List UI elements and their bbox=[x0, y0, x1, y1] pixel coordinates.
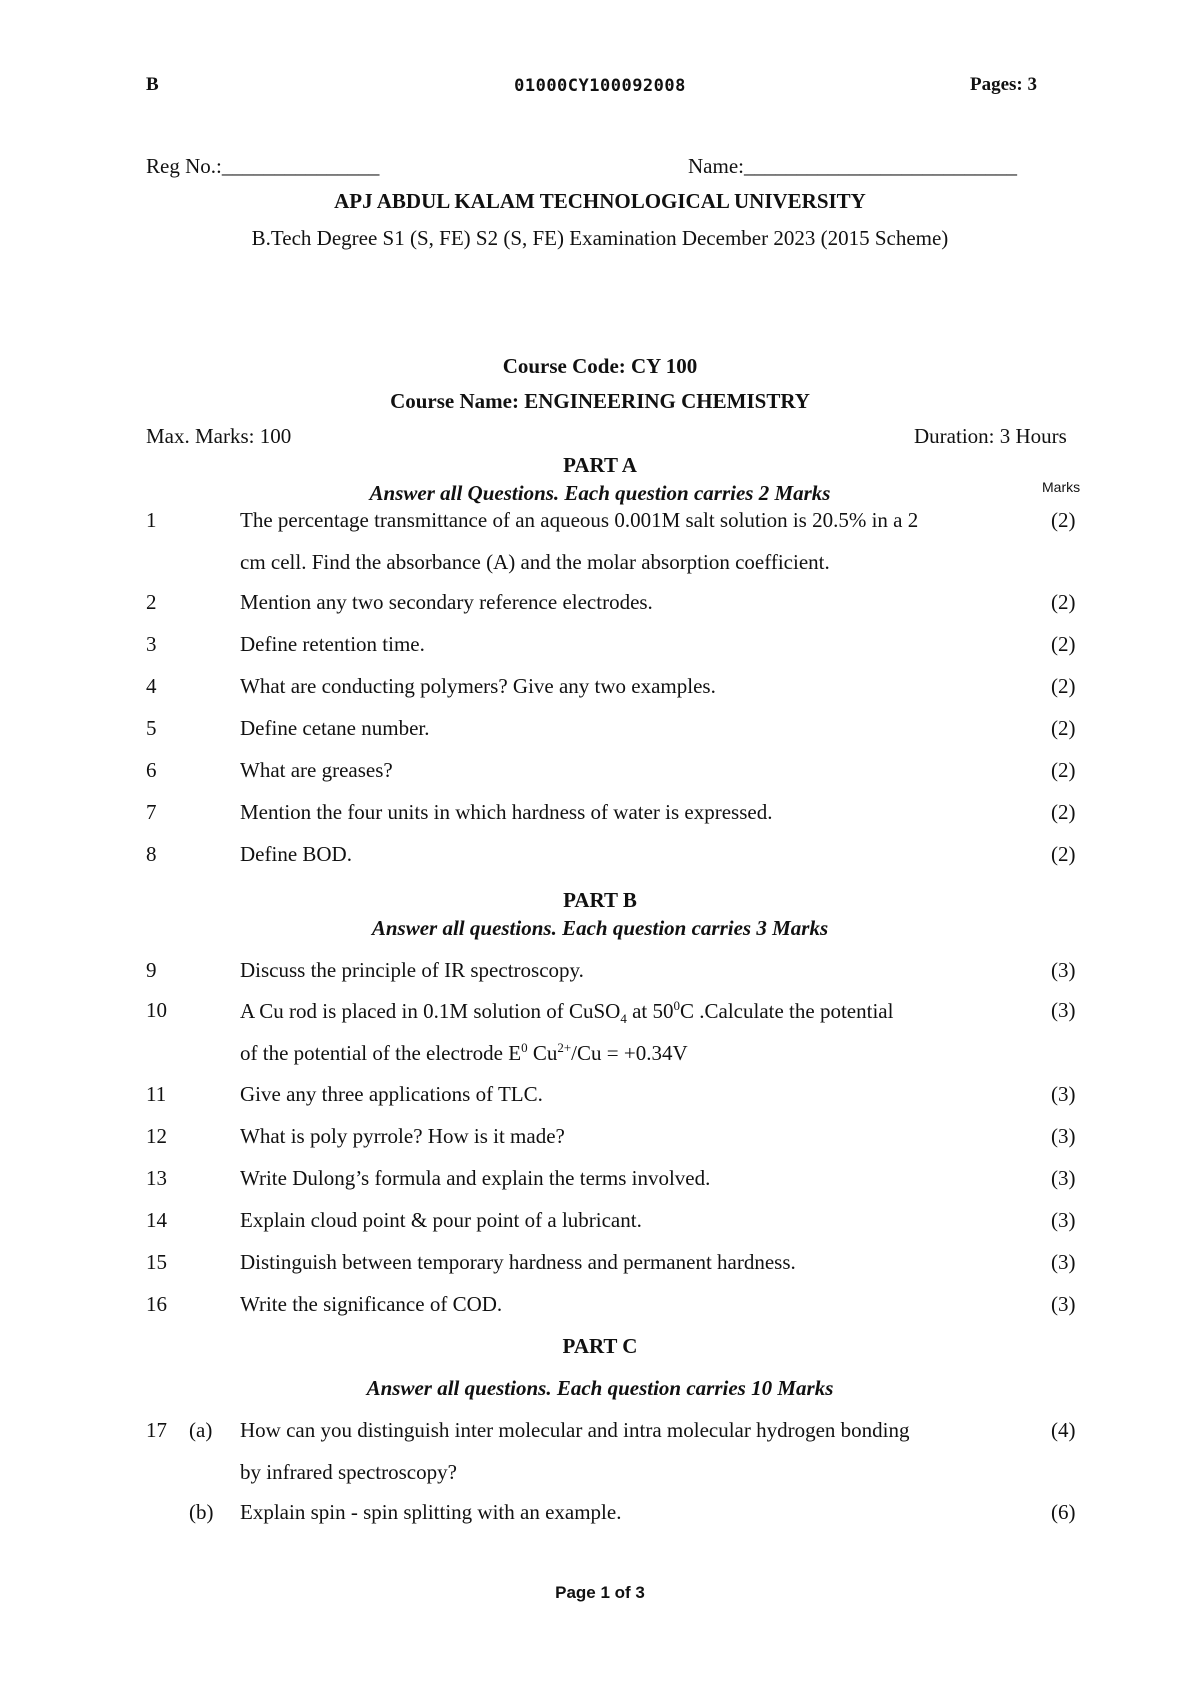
question-row-continued bbox=[0, 550, 1200, 580]
question-marks: (2) bbox=[1051, 842, 1076, 866]
question-marks: (3) bbox=[1051, 1166, 1076, 1190]
question-text: Give any three applications of TLC. bbox=[240, 1082, 543, 1106]
question-text-segment: C .Calculate the potential bbox=[680, 999, 894, 1023]
question-number: 3 bbox=[146, 632, 157, 656]
subquestion-label: (a) bbox=[189, 1418, 213, 1442]
duration: Duration: 3 Hours bbox=[914, 424, 1067, 448]
question-row bbox=[0, 958, 1200, 988]
question-row bbox=[0, 800, 1200, 830]
question-marks: (3) bbox=[1051, 958, 1076, 982]
question-text: What are greases? bbox=[240, 758, 393, 782]
question-number: 5 bbox=[146, 716, 157, 740]
part-a-instruction: Answer all Questions. Each question carries 2 Marks bbox=[369, 481, 831, 505]
question-marks: (3) bbox=[1051, 1124, 1076, 1148]
question-text: Define cetane number. bbox=[240, 716, 430, 740]
question-number: 16 bbox=[146, 1292, 167, 1316]
question-text-segment: at 50 bbox=[626, 999, 674, 1023]
question-marks: (3) bbox=[1051, 1292, 1076, 1316]
question-row-continued bbox=[0, 1460, 1200, 1490]
question-row bbox=[0, 590, 1200, 620]
question-number: 12 bbox=[146, 1124, 167, 1148]
question-number: 4 bbox=[146, 674, 157, 698]
question-number: 1 bbox=[146, 508, 157, 532]
question-row bbox=[0, 1166, 1200, 1196]
question-number: 15 bbox=[146, 1250, 167, 1274]
question-number: 10 bbox=[146, 998, 167, 1022]
question-row bbox=[0, 758, 1200, 788]
question-row bbox=[0, 716, 1200, 746]
question-number: 11 bbox=[146, 1082, 167, 1106]
question-row bbox=[0, 1292, 1200, 1322]
question-text: cm cell. Find the absorbance (A) and the molar absorption coefficient. bbox=[240, 550, 830, 574]
question-row bbox=[0, 632, 1200, 662]
page-count: Pages: 3 bbox=[970, 74, 1038, 95]
reg-no-field: Reg No.:_______________ bbox=[146, 154, 380, 178]
paper-set-letter: B bbox=[146, 74, 159, 95]
question-row bbox=[0, 1208, 1200, 1238]
question-row bbox=[0, 674, 1200, 704]
question-marks: (6) bbox=[1051, 1500, 1076, 1524]
question-text: What are conducting polymers? Give any two examples. bbox=[240, 674, 716, 698]
question-marks: (2) bbox=[1051, 632, 1076, 656]
superscript: 0 bbox=[521, 1040, 528, 1055]
question-marks: (2) bbox=[1051, 674, 1076, 698]
question-number: 14 bbox=[146, 1208, 167, 1232]
question-text: Define retention time. bbox=[240, 632, 425, 656]
marks-column-header: Marks bbox=[1042, 479, 1081, 495]
question-number: 2 bbox=[146, 590, 157, 614]
question-marks: (2) bbox=[1051, 800, 1076, 824]
superscript: 2+ bbox=[557, 1040, 572, 1055]
question-text: by infrared spectroscopy? bbox=[240, 1460, 457, 1484]
question-text: Define BOD. bbox=[240, 842, 352, 866]
page-footer: Page 1 of 3 bbox=[555, 1583, 645, 1602]
question-marks: (3) bbox=[1051, 1082, 1076, 1106]
question-row bbox=[0, 842, 1200, 872]
question-number: 17 bbox=[146, 1418, 167, 1442]
question-row-continued bbox=[0, 1040, 1200, 1070]
question-marks: (4) bbox=[1051, 1418, 1076, 1442]
question-text: Explain spin - spin splitting with an example. bbox=[240, 1500, 622, 1524]
part-c-instruction: Answer all questions. Each question carries 10 Marks bbox=[366, 1376, 834, 1400]
question-marks: (3) bbox=[1051, 998, 1076, 1022]
course-name: Course Name: ENGINEERING CHEMISTRY bbox=[390, 389, 810, 413]
question-marks: (2) bbox=[1051, 716, 1076, 740]
subquestion-label: (b) bbox=[189, 1500, 214, 1524]
question-text-segment: of the potential of the electrode E bbox=[240, 1041, 522, 1065]
question-text: Discuss the principle of IR spectroscopy. bbox=[240, 958, 584, 982]
university-title: APJ ABDUL KALAM TECHNOLOGICAL UNIVERSITY bbox=[334, 189, 866, 213]
question-marks: (3) bbox=[1051, 1250, 1076, 1274]
part-b-instruction: Answer all questions. Each question carries 3 Marks bbox=[371, 916, 829, 940]
part-b-title: PART B bbox=[563, 888, 637, 912]
question-text: Distinguish between temporary hardness and permanent hardness. bbox=[240, 1250, 796, 1274]
course-code: Course Code: CY 100 bbox=[502, 354, 698, 378]
question-text bbox=[240, 1040, 688, 1066]
question-marks: (2) bbox=[1051, 590, 1076, 614]
question-text: The percentage transmittance of an aqueous 0.001M salt solution is 20.5% in a 2 bbox=[240, 508, 919, 532]
question-text bbox=[240, 998, 893, 1027]
part-c-title: PART C bbox=[562, 1334, 638, 1358]
question-text-segment: A Cu rod is placed in 0.1M solution of CuSO bbox=[240, 999, 621, 1023]
question-number: 8 bbox=[146, 842, 157, 866]
question-number: 9 bbox=[146, 958, 157, 982]
question-row bbox=[0, 1418, 1200, 1448]
subscript: 4 bbox=[620, 1011, 627, 1027]
question-text: Mention any two secondary reference electrodes. bbox=[240, 590, 653, 614]
question-text: Write Dulong’s formula and explain the terms involved. bbox=[240, 1166, 711, 1190]
question-number: 6 bbox=[146, 758, 157, 782]
question-text: How can you distinguish inter molecular and intra molecular hydrogen bonding bbox=[240, 1418, 910, 1442]
question-row bbox=[0, 1124, 1200, 1154]
question-text: Write the significance of COD. bbox=[240, 1292, 503, 1316]
question-row bbox=[0, 508, 1200, 538]
max-marks: Max. Marks: 100 bbox=[146, 424, 292, 448]
question-row bbox=[0, 998, 1200, 1028]
question-text-segment: /Cu = +0.34V bbox=[571, 1041, 688, 1065]
question-marks: (3) bbox=[1051, 1208, 1076, 1232]
question-row bbox=[0, 1500, 1200, 1530]
exam-title: B.Tech Degree S1 (S, FE) S2 (S, FE) Examination December 2023 (2015 Scheme) bbox=[251, 226, 949, 250]
question-number: 13 bbox=[146, 1166, 167, 1190]
question-text: Explain cloud point & pour point of a lubricant. bbox=[240, 1208, 642, 1232]
question-text-segment: Cu bbox=[527, 1041, 558, 1065]
name-field: Name:__________________________ bbox=[688, 154, 1017, 178]
question-text: What is poly pyrrole? How is it made? bbox=[240, 1124, 565, 1148]
question-marks: (2) bbox=[1051, 758, 1076, 782]
question-marks: (2) bbox=[1051, 508, 1076, 532]
part-a-title: PART A bbox=[563, 453, 637, 477]
question-row bbox=[0, 1082, 1200, 1112]
paper-code: 01000CY100092008 bbox=[514, 76, 686, 96]
question-text: Mention the four units in which hardness of water is expressed. bbox=[240, 800, 773, 824]
question-number: 7 bbox=[146, 800, 157, 824]
question-row bbox=[0, 1250, 1200, 1280]
superscript: 0 bbox=[673, 998, 680, 1013]
